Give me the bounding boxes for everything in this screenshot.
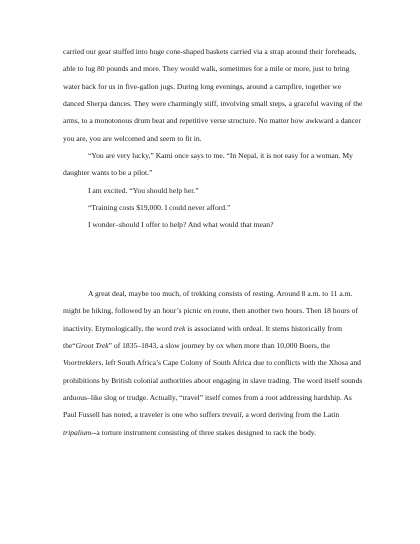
text-run: ” of 1835–1843, a slow journey by ox when more than 10,000 Boers, the bbox=[108, 341, 331, 351]
text-run: --a torture instrument consisting of three stakes designed to rack the body. bbox=[91, 427, 317, 437]
paragraph-sherpa-porters: carried our gear stuffed into huge cone-shaped baskets carried via a strap around their foreheads, able to lug 80 pounds and more. They would walk, sometimes for a mile or more, just to bring water back for us in five-gallon jugs. During long evenings, around a campfire, together we danced Sherpa dances. They were charmingly stiff, involving small steps, a graceful waving of the arms, to a monotonous drum beat and repetitive verse structure. No matter how awkward a dancer you are, you are welcomed and seem to fit in. bbox=[63, 47, 363, 143]
text-run: A great deal, maybe too much, of trekking consists of resting. Around 8 a.m. to 11 a.m. might be hiking, followed by an hour’s picnic en route, then another two hours. Then 18 hours of inactivity. Etymologically, the word bbox=[63, 289, 358, 333]
text-run: , a word deriving from the Latin bbox=[241, 410, 340, 420]
paragraph-trekking-etymology bbox=[63, 285, 363, 441]
italic-groot-trek: Groot Trek bbox=[75, 341, 109, 351]
paragraph-wonder: I wonder–should I offer to help? And what would that mean? bbox=[88, 220, 274, 230]
italic-trevail: trevail bbox=[222, 410, 242, 420]
text-run: is associated with ordeal. It stems historically from the“ bbox=[63, 323, 343, 351]
paragraph-training-cost: “Training costs $19,000. I could never afford.” bbox=[88, 203, 231, 213]
italic-voortrekkers: Voortrekkers bbox=[63, 358, 102, 368]
text-block-upper bbox=[63, 43, 363, 234]
paragraph-kami-quote: “You are very lucky,” Kami once says to me. “In Nepal, it is not easy for a woman. My daughter wants to be a pilot.” bbox=[63, 151, 353, 178]
paragraph-excited: I am excited. “You should help her.” bbox=[88, 185, 199, 195]
italic-trek: trek bbox=[173, 323, 186, 333]
text-block-lower bbox=[63, 285, 363, 441]
italic-tripalium: tripalium bbox=[63, 427, 92, 437]
text-run: , left South Africa’s Cape Colony of South Africa due to conflicts with the Xhosa and prohibitions by British colonial authorities about engaging in slave trading. The word itself sounds arduous–like slog or trudge. Actually, “travel” itself comes from a root addressing hardship. As Paul Fussell has noted, a traveler is one who suffers bbox=[63, 358, 363, 420]
